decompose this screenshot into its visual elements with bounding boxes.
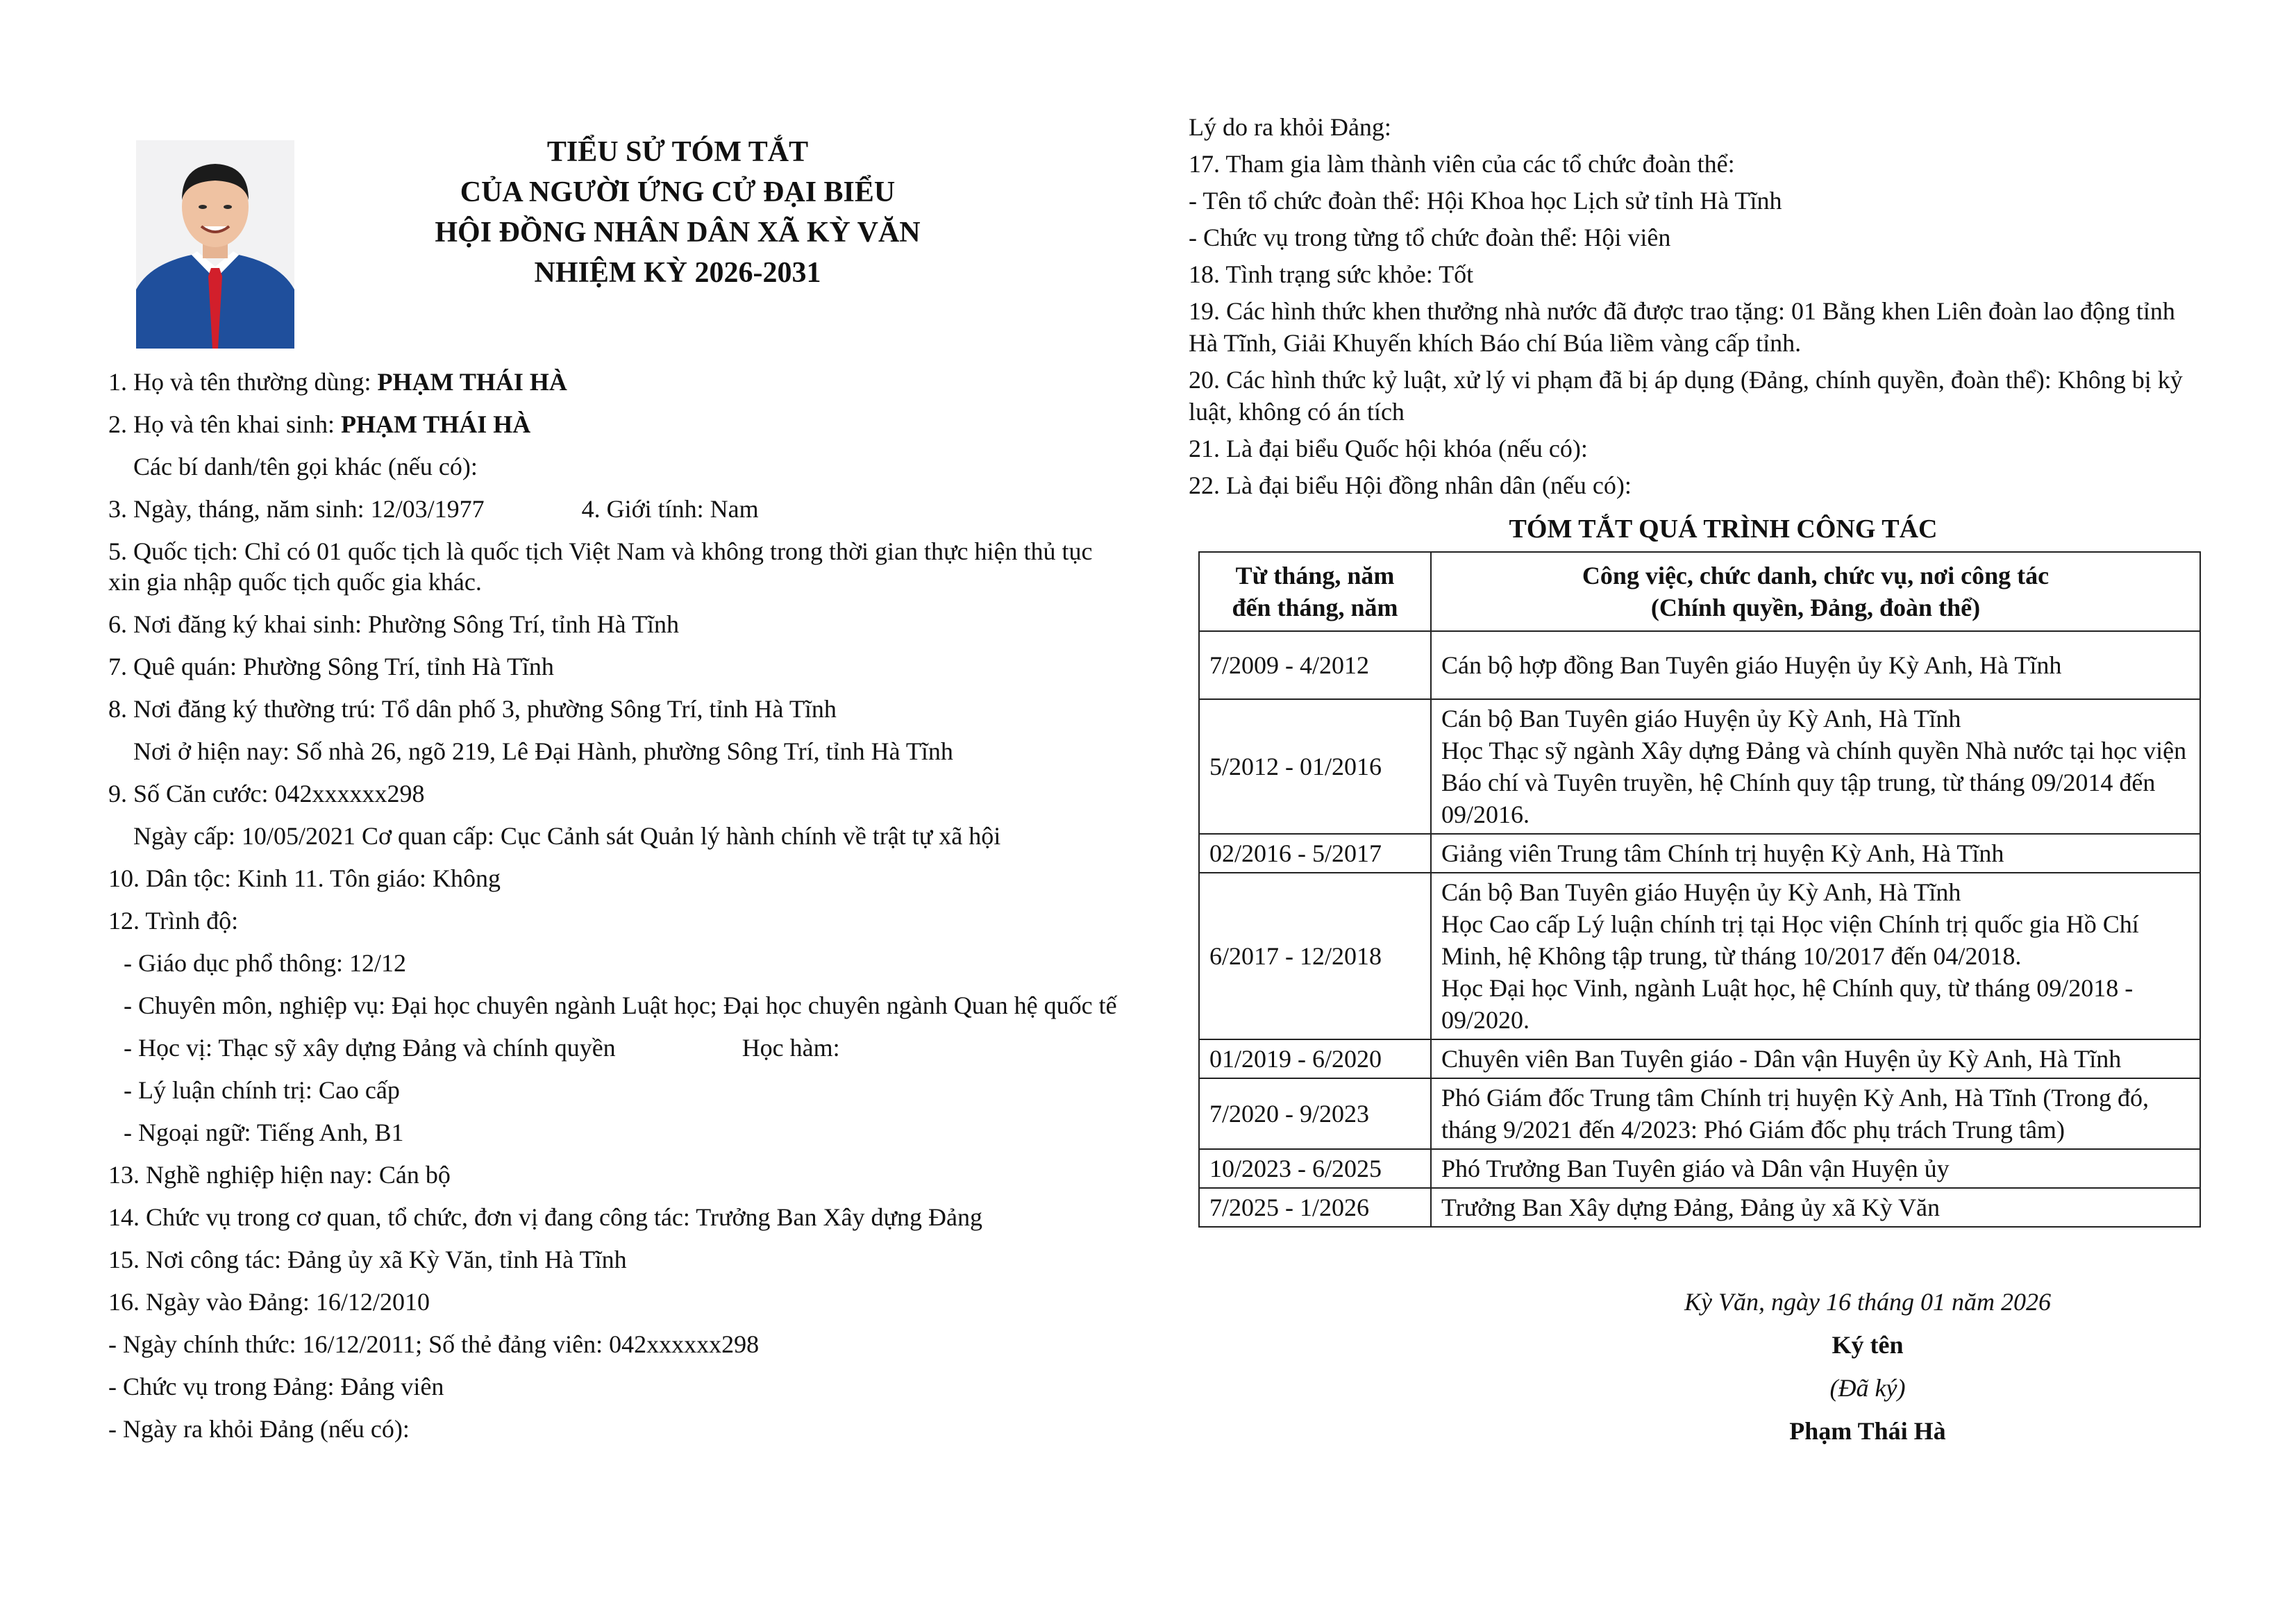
title-line-4: NHIỆM KỲ 2026-2031 [534, 257, 821, 289]
table-row [1199, 699, 2200, 834]
table-row [1199, 631, 2200, 699]
field-party-join-date: 16. Ngày vào Đảng: 16/12/2010 [108, 1288, 430, 1316]
field-label: 1. Họ và tên thường dùng: [108, 368, 378, 396]
table-row [1199, 873, 2200, 1039]
row-description: Chuyên viên Ban Tuyên giáo - Dân vận Huyện ủy Kỳ Anh, Hà Tĩnh [1431, 1039, 2200, 1078]
header-description-line2: (Chính quyền, Đảng, đoàn thể) [1650, 594, 1981, 621]
title-line-1: TIỂU SỬ TÓM TẮT [546, 136, 809, 168]
field-foreign-language: - Ngoại ngữ: Tiếng Anh, B1 [124, 1119, 404, 1146]
field-occupation: 13. Nghề nghiệp hiện nay: Cán bộ [108, 1161, 451, 1189]
field-education: 12. Trình độ: [108, 907, 239, 935]
field-permanent-address: 8. Nơi đăng ký thường trú: Tổ dân phố 3, phường Sông Trí, tỉnh Hà Tĩnh [108, 695, 837, 723]
field-general-education: - Giáo dục phổ thông: 12/12 [124, 949, 406, 977]
signature-signed-note: (Đã ký) [1829, 1374, 1906, 1402]
portrait-icon [136, 140, 294, 349]
work-history-table [1198, 551, 2201, 1228]
row-description [1431, 873, 2200, 1039]
table-row [1199, 1078, 2200, 1149]
field-hometown: 7. Quê quán: Phường Sông Trí, tỉnh Hà Tĩnh [108, 653, 554, 680]
portrait-photo [136, 140, 294, 349]
field-party-official: - Ngày chính thức: 16/12/2011; Số thẻ đảng viên: 042xxxxxx298 [108, 1330, 760, 1358]
table-header-row [1199, 552, 2200, 631]
row-period: 6/2017 - 12/2018 [1199, 873, 1431, 1039]
signature-label: Ký tên [1832, 1331, 1904, 1359]
row-description-line: Học Cao cấp Lý luận chính trị tại Học viện Chính trị quốc gia Hồ Chí Minh, hệ Không tập trung, từ tháng 10/2017 đến 04/2018. [1441, 910, 2139, 970]
row-period: 5/2012 - 01/2016 [1199, 699, 1431, 834]
field-label: 2. Họ và tên khai sinh: [108, 410, 341, 438]
field-party-role: - Chức vụ trong Đảng: Đảng viên [108, 1373, 444, 1400]
field-id-number: 9. Số Căn cước: 042xxxxxx298 [108, 780, 425, 807]
row-period: 02/2016 - 5/2017 [1199, 834, 1431, 873]
field-political-theory: - Lý luận chính trị: Cao cấp [124, 1076, 400, 1104]
field-party-leave-reason: Lý do ra khỏi Đảng: [1189, 113, 1391, 141]
header-description-line1: Công việc, chức danh, chức vụ, nơi công tác [1582, 562, 2050, 589]
field-organization-name: - Tên tổ chức đoàn thể: Hội Khoa học Lịch sử tỉnh Hà Tĩnh [1189, 187, 1782, 215]
title-line-2: CỦA NGƯỜI ỨNG CỬ ĐẠI BIỂU [460, 176, 896, 208]
field-birth-name [108, 409, 1129, 440]
field-specialty: - Chuyên môn, nghiệp vụ: Đại học chuyên ngành Luật học; Đại học chuyên ngành Quan hệ quốc tế [124, 991, 1117, 1019]
work-history-title: TÓM TẮT QUÁ TRÌNH CÔNG TÁC [1509, 514, 1938, 544]
field-degree [108, 1032, 1129, 1063]
row-period: 7/2025 - 1/2026 [1199, 1188, 1431, 1227]
field-health: 18. Tình trạng sức khỏe: Tốt [1189, 260, 1474, 288]
row-description: Phó Giám đốc Trung tâm Chính trị huyện Kỳ Anh, Hà Tĩnh (Trong đó, tháng 9/2021 đến 4/2023: Phó Giám đốc phụ trách Trung tâm) [1431, 1078, 2200, 1149]
field-birth-place: 6. Nơi đăng ký khai sinh: Phường Sông Trí, tỉnh Hà Tĩnh [108, 610, 679, 638]
field-nationality: 5. Quốc tịch: Chỉ có 01 quốc tịch là quốc tịch Việt Nam và không trong thời gian thực hiện thủ tục xin gia nhập quốc tịch quốc gia khác. [108, 537, 1093, 596]
table-row [1199, 1039, 2200, 1078]
title-line-3: HỘI ĐỒNG NHÂN DÂN XÃ KỲ VĂN [435, 217, 921, 249]
field-degree-value: - Học vị: Thạc sỹ xây dựng Đảng và chính quyền [124, 1034, 616, 1062]
field-dob: 3. Ngày, tháng, năm sinh: 12/03/1977 [108, 495, 485, 523]
row-period: 7/2009 - 4/2012 [1199, 631, 1431, 699]
table-row [1199, 1149, 2200, 1188]
header-description [1431, 552, 2200, 631]
table-row [1199, 834, 2200, 873]
table-row [1199, 1188, 2200, 1227]
field-party-leave-date: - Ngày ra khỏi Đảng (nếu có): [108, 1415, 410, 1443]
field-id-issue: Ngày cấp: 10/05/2021 Cơ quan cấp: Cục Cảnh sát Quản lý hành chính về trật tự xã hội [133, 822, 1001, 850]
field-awards: 19. Các hình thức khen thưởng nhà nước đã được trao tặng: 01 Bằng khen Liên đoàn lao động tỉnh Hà Tĩnh, Giải Khuyến khích Báo chí Búa liềm vàng cấp tỉnh. [1189, 297, 2175, 357]
field-workplace: 15. Nơi công tác: Đảng ủy xã Kỳ Văn, tỉnh Hà Tĩnh [108, 1246, 627, 1273]
document-title [386, 132, 969, 293]
row-description-line: Học Đại học Vinh, ngành Luật học, hệ Chính quy, từ tháng 09/2018 - 09/2020. [1441, 974, 2134, 1034]
row-period: 10/2023 - 6/2025 [1199, 1149, 1431, 1188]
row-description: Cán bộ hợp đồng Ban Tuyên giáo Huyện ủy Kỳ Anh, Hà Tĩnh [1431, 631, 2200, 699]
field-academic-title: Học hàm: [741, 1034, 840, 1062]
signature-block [1645, 1284, 2090, 1448]
field-current-address: Nơi ở hiện nay: Số nhà 26, ngõ 219, Lê Đại Hành, phường Sông Trí, tỉnh Hà Tĩnh [133, 737, 953, 765]
field-common-name [108, 367, 1129, 397]
row-description-line: Học Thạc sỹ ngành Xây dựng Đảng và chính quyền Nhà nước tại học viện Báo chí và Tuyên truyền, hệ Chính quy tập trung, từ tháng 09/2014 đến 09/2016. [1441, 737, 2187, 828]
row-description-line: Cán bộ Ban Tuyên giáo Huyện ủy Kỳ Anh, Hà Tĩnh [1441, 878, 1961, 906]
field-dob-gender [108, 494, 1129, 524]
row-period: 01/2019 - 6/2020 [1199, 1039, 1431, 1078]
field-value: PHẠM THÁI HÀ [340, 410, 531, 438]
header-period-line1: Từ tháng, năm [1235, 562, 1395, 589]
row-description: Trưởng Ban Xây dựng Đảng, Đảng ủy xã Kỳ Văn [1431, 1188, 2200, 1227]
field-gender: 4. Giới tính: Nam [581, 495, 759, 523]
field-national-assembly: 21. Là đại biểu Quốc hội khóa (nếu có): [1189, 435, 1588, 462]
header-period-line2: đến tháng, năm [1232, 594, 1398, 621]
signature-name: Phạm Thái Hà [1789, 1417, 1946, 1445]
field-position: 14. Chức vụ trong cơ quan, tổ chức, đơn vị đang công tác: Trưởng Ban Xây dựng Đảng [108, 1203, 982, 1231]
right-column [1189, 111, 2202, 1228]
field-alias: Các bí danh/tên gọi khác (nếu có): [133, 453, 478, 480]
field-value: PHẠM THÁI HÀ [377, 368, 567, 396]
row-description [1431, 699, 2200, 834]
signature-place-date: Kỳ Văn, ngày 16 tháng 01 năm 2026 [1684, 1288, 2051, 1316]
field-organizations: 17. Tham gia làm thành viên của các tổ chức đoàn thể: [1189, 150, 1735, 178]
personal-fields [108, 367, 1129, 1456]
field-ethnicity-religion: 10. Dân tộc: Kinh 11. Tôn giáo: Không [108, 864, 501, 892]
header-period [1199, 552, 1431, 631]
field-peoples-council: 22. Là đại biểu Hội đồng nhân dân (nếu có): [1189, 471, 1632, 499]
row-description: Phó Trưởng Ban Tuyên giáo và Dân vận Huyện ủy [1431, 1149, 2200, 1188]
row-description-line: Cán bộ Ban Tuyên giáo Huyện ủy Kỳ Anh, Hà Tĩnh [1441, 705, 1961, 733]
row-description: Giảng viên Trung tâm Chính trị huyện Kỳ Anh, Hà Tĩnh [1431, 834, 2200, 873]
field-discipline: 20. Các hình thức kỷ luật, xử lý vi phạm đã bị áp dụng (Đảng, chính quyền, đoàn thể): Không bị kỷ luật, không có án tích [1189, 366, 2183, 426]
row-period: 7/2020 - 9/2023 [1199, 1078, 1431, 1149]
field-organization-role: - Chức vụ trong từng tổ chức đoàn thể: Hội viên [1189, 224, 1671, 251]
